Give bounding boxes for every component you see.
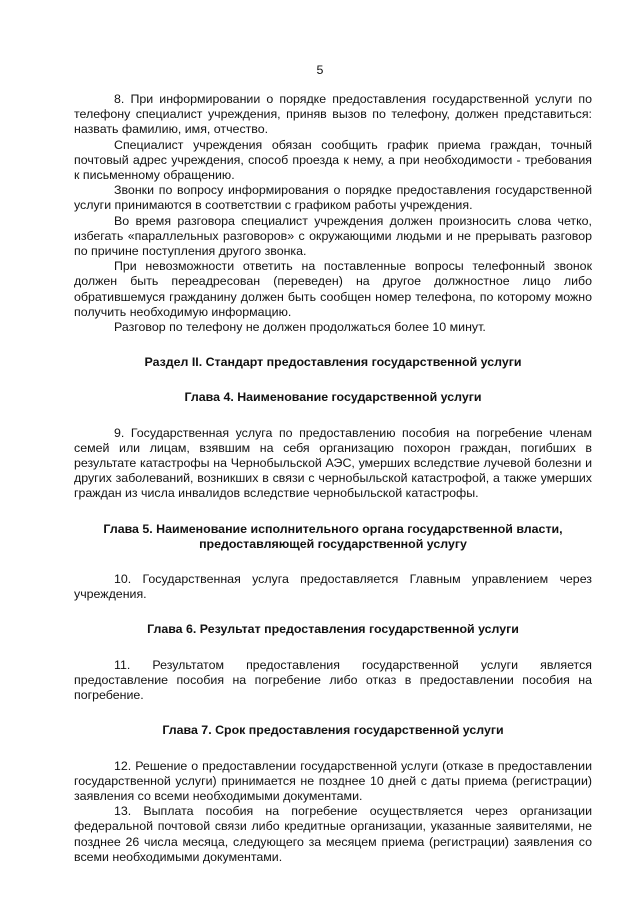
paragraph-10: 10. Государственная услуга предоставляется Главным управлением через учреждения. [74, 572, 592, 602]
document-body [74, 92, 592, 865]
paragraph-11: 11. Результатом предоставления государственной услуги является предоставление пособия на погребение либо отказ в предоставлении пособия на погребение. [74, 657, 592, 703]
paragraph-8: 8. При информировании о порядке предоставления государственной услуги по телефону специалист учреждения, приняв вызов по телефону, должен представиться: назвать фамилию, имя, отчество. [74, 92, 592, 137]
section-2-heading: Раздел II. Стандарт предоставления государственной услуги [144, 355, 522, 370]
chapter-6-heading: Глава 6. Результат предоставления государственной услуги [147, 622, 519, 637]
paragraph-12: 12. Решение о предоставлении государственной услуги (отказе в предоставлении государственной услуги) принимается не позднее 10 дней с даты приема (регистрации) заявления со всеми необходимыми документами. [74, 758, 592, 803]
paragraph-calls: Звонки по вопросу информирования о порядке предоставления государственной услуги принимаются в соответствии с графиком работы учреждения. [74, 183, 592, 213]
chapter-5-heading-line2: предоставляющей государственной услугу [199, 536, 467, 551]
chapter-5-heading [74, 522, 592, 552]
paragraph-specialist-schedule: Специалист учреждения обязан сообщить график приема граждан, точный почтовый адрес учреждения, способ проезда к нему, а при необходимости - требования к письменному обращению. [74, 137, 592, 183]
chapter-7-heading: Глава 7. Срок предоставления государственной услуги [162, 723, 504, 738]
paragraph-13: 13. Выплата пособия на погребение осуществляется через организации федеральной почтовой связи либо кредитные организации, указанные заявителями, не позднее 26 числа месяца, следующего за месяцем приема (регистрации) заявления со всеми необходимыми документами. [74, 804, 592, 864]
paragraph-conversation: Во время разговора специалист учреждения должен произносить слова четко, избегать «параллельных разговоров» с окружающими людьми и не прерывать разговор по причине поступления другого звонка. [74, 213, 592, 259]
paragraph-9: 9. Государственная услуга по предоставлению пособия на погребение членам семей или лицам, взявшим на себя организацию похорон граждан, погибших в результате катастрофы на Чернобыльской АЭС, умерших вследствие лучевой болезни и других заболеваний, возникших в связи с чернобыльской катастрофой, а также умерших граждан из числа инвалидов вследствие чернобыльской катастрофы. [74, 425, 592, 501]
paragraph-duration: Разговор по телефону не должен продолжаться более 10 минут. [114, 320, 486, 335]
chapter-5-heading-line1: Глава 5. Наименование исполнительного органа государственной власти, [103, 521, 563, 536]
page-number: 5 [316, 63, 324, 77]
paragraph-redirect: При невозможности ответить на поставленные вопросы телефонный звонок должен быть переадресован (переведен) на другое должностное лицо либо обратившемуся гражданину должен быть сообщен номер телефона, по которому можно получить необходимую информацию. [74, 259, 592, 319]
chapter-4-heading: Глава 4. Наименование государственной услуги [184, 390, 482, 405]
